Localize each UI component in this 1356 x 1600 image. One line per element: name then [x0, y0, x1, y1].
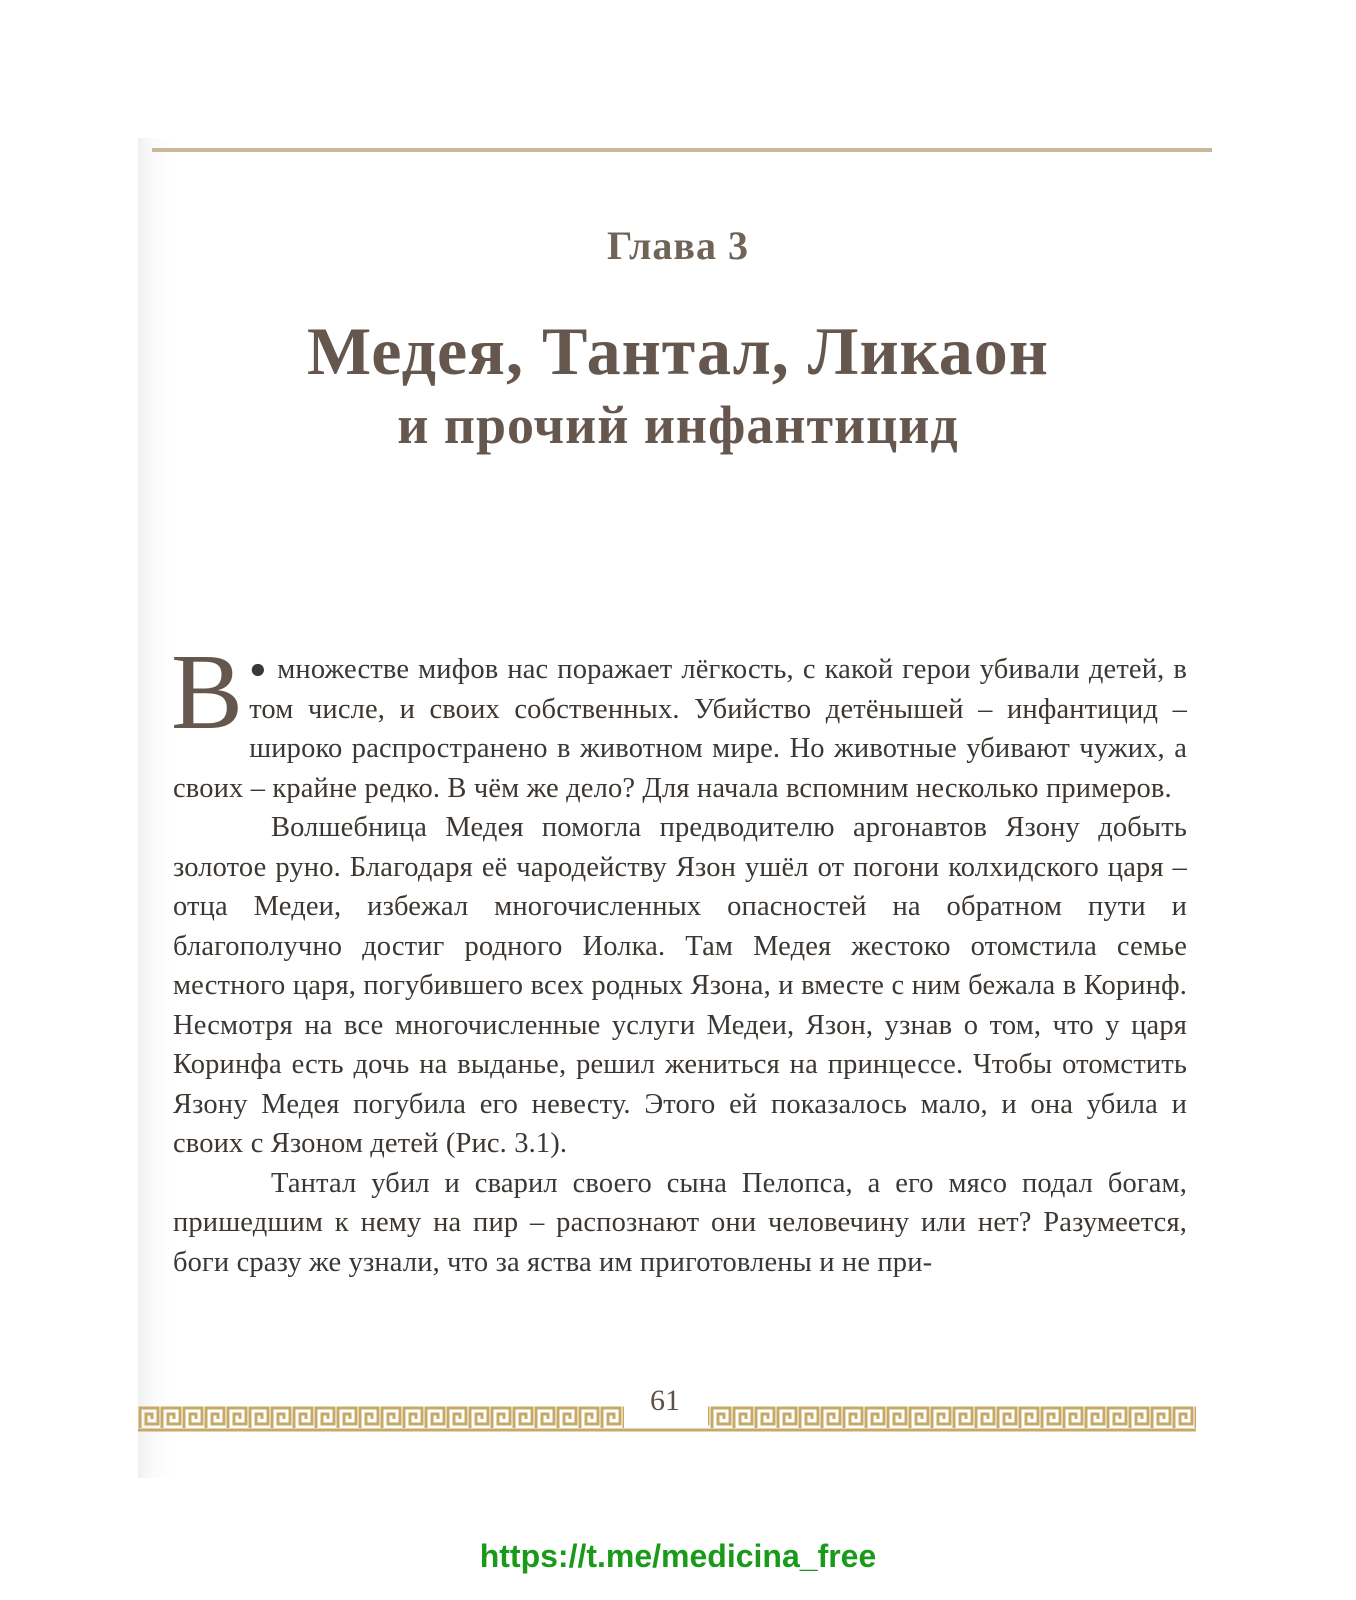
paragraph-1-text: ● множестве мифов нас поражает лёгкость, с какой герои убивали детей, в том числе, и своих собственных. Убийство детёнышей – инфантицид – широко распространено в животном мире. Но животные убивают чужих, а своих – крайне редко. В чём же дело? Для начала вспомним несколько примеров.: [173, 654, 1187, 804]
chapter-title-line-1: Медея, Тантал, Ликаон: [307, 313, 1049, 389]
page-number: 61: [640, 1384, 690, 1418]
paragraph-2: Волшебница Медея помогла предводителю аргонавтов Язону добыть золотое руно. Благодаря её чародейству Язон ушёл от погони колхидского царя – отца Медеи, избежал многочисленных опасностей на обратном пути и благополучно достиг родного Иолка. Там Медея жестоко отомстила семье местного царя, погубившего всех родных Язона, и вместе с ним бежала в Коринф. Несмотря на все многочисленные услуги Медеи, Язон, узнав о том, что у царя Коринфа есть дочь на выданье, решил жениться на принцессе. Чтобы отомстить Язону Медея погубила его невесту. Этого ей показалось мало, и она убила и своих с Язоном детей (Рис. 3.1).: [173, 812, 1187, 1159]
paragraph-3: Тантал убил и сварил своего сына Пелопса, а его мясо подал богам, пришедшим к нему на пир – распознают они человечину или нет? Разумеется, боги сразу же узнали, что за яства им приготовлены и не при-: [173, 1167, 1187, 1278]
top-rule: [152, 148, 1212, 152]
chapter-title-line-2: и прочий инфантицид: [397, 395, 959, 455]
telegram-link[interactable]: https://t.me/medicina_free: [479, 1538, 877, 1574]
drop-cap: В: [171, 633, 244, 752]
paragraph-1: [171, 633, 1187, 808]
body-text: [171, 633, 1187, 1282]
chapter-label: Глава 3: [607, 223, 749, 268]
